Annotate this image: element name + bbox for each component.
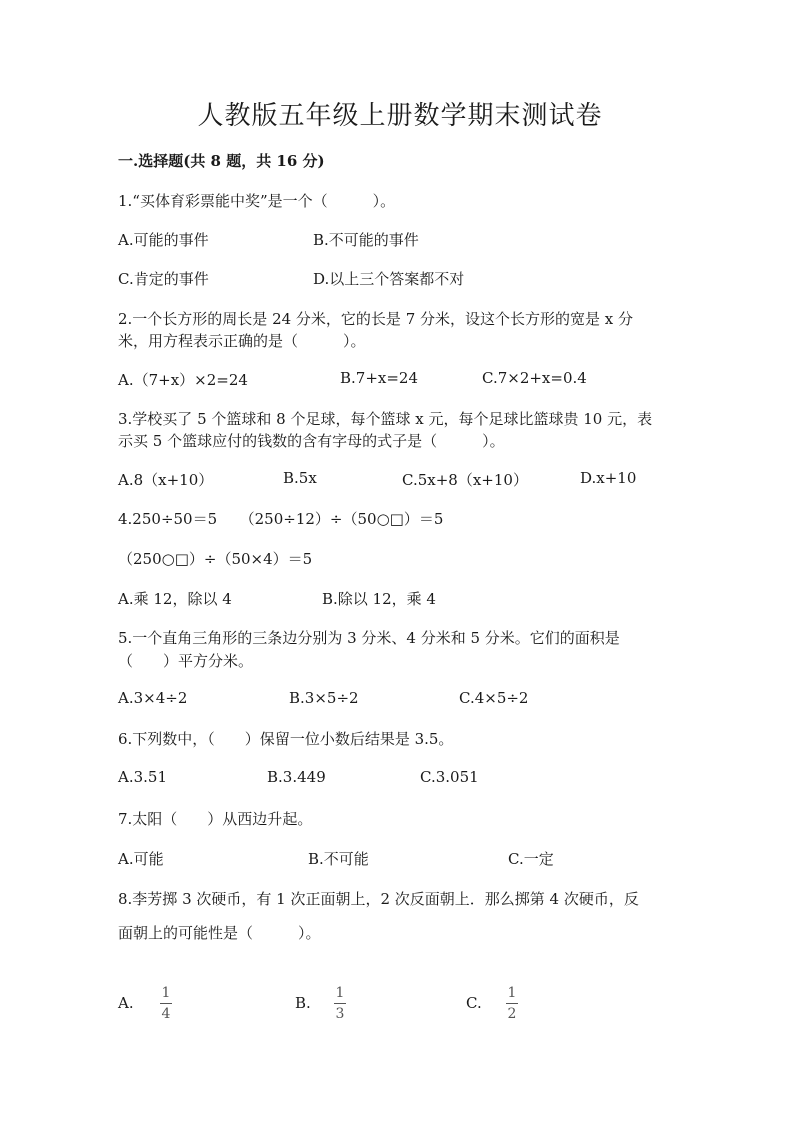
q6-option-c: C.3.051 — [420, 768, 479, 786]
q7-option-c: C.一定 — [508, 850, 554, 868]
q8-option-b-fraction — [334, 986, 346, 1021]
q2-option-c: C.7×2+x=0.4 — [482, 369, 587, 387]
q4-option-b: B.除以 12，乘 4 — [322, 590, 436, 608]
q4-option-a: A.乘 12，除以 4 — [118, 590, 232, 608]
fraction-bar — [506, 1003, 518, 1004]
q8-option-b-label: B. — [295, 994, 311, 1012]
question-8-text-line2: 面朝上的可能性是（ ）。 — [118, 924, 321, 942]
question-2-text-line1: 2.一个长方形的周长是 24 分米，它的长是 7 分米，设这个长方形的宽是 x 分 — [118, 310, 634, 328]
q8-option-c-label: C. — [466, 994, 482, 1012]
q5-option-c: C.4×5÷2 — [459, 689, 529, 707]
question-4-text-line1: 4.250÷50＝5 （250÷12）÷（50○□）＝5 — [118, 510, 444, 528]
q7-option-b: B.不可能 — [308, 850, 369, 868]
q8-option-c-fraction — [506, 986, 518, 1021]
question-7-text: 7.太阳（ ）从西边升起。 — [118, 810, 313, 828]
fraction-bar — [160, 1003, 172, 1004]
q3-option-a: A.8（x+10） — [118, 471, 214, 489]
question-3-text-line2: 示买 5 个篮球应付的钱数的含有字母的式子是（ ）。 — [118, 432, 505, 450]
fraction-denominator: 3 — [335, 1006, 345, 1022]
page-title: 人教版五年级上册数学期末测试卷 — [197, 101, 603, 131]
fraction-bar — [334, 1003, 346, 1004]
section-heading: 一.选择题(共 8 题，共 16 分) — [118, 152, 325, 170]
question-8-text-line1: 8.李芳掷 3 次硬币，有 1 次正面朝上，2 次反面朝上．那么掷第 4 次硬币，反 — [118, 890, 639, 908]
question-1-text: 1.“买体育彩票能中奖”是一个（ ）。 — [118, 192, 396, 210]
question-5-text-line1: 5.一个直角三角形的三条边分别为 3 分米、4 分米和 5 分米。它们的面积是 — [118, 629, 620, 647]
fraction-numerator: 1 — [507, 985, 517, 1001]
question-2-text-line2: 米，用方程表示正确的是（ ）。 — [118, 332, 366, 350]
question-6-text: 6.下列数中，（ ）保留一位小数后结果是 3.5。 — [118, 730, 454, 748]
q1-option-c: C.肯定的事件 — [118, 270, 209, 288]
q2-option-a: A.（7+x）×2=24 — [118, 371, 248, 389]
fraction-denominator: 4 — [161, 1006, 171, 1022]
fraction-denominator: 2 — [507, 1006, 517, 1022]
q3-option-c: C.5x+8（x+10） — [402, 471, 528, 489]
q1-option-a: A.可能的事件 — [118, 231, 209, 249]
q6-option-b: B.3.449 — [267, 768, 326, 786]
q8-option-a-fraction — [160, 986, 172, 1021]
q1-option-b: B.不可能的事件 — [313, 231, 419, 249]
q1-option-d: D.以上三个答案都不对 — [313, 270, 465, 288]
q5-option-a: A.3×4÷2 — [118, 689, 188, 707]
question-4-text-line2: （250○□）÷（50×4）＝5 — [118, 550, 313, 568]
q2-option-b: B.7+x=24 — [340, 369, 419, 387]
question-5-text-line2: （ ）平方分米。 — [118, 652, 254, 670]
q3-option-b: B.5x — [283, 469, 317, 487]
q6-option-a: A.3.51 — [118, 768, 167, 786]
question-3-text-line1: 3.学校买了 5 个篮球和 8 个足球，每个篮球 x 元，每个足球比篮球贵 10 元，表 — [118, 410, 653, 428]
fraction-numerator: 1 — [335, 985, 345, 1001]
q7-option-a: A.可能 — [118, 850, 164, 868]
q5-option-b: B.3×5÷2 — [289, 689, 359, 707]
q3-option-d: D.x+10 — [580, 469, 637, 487]
fraction-numerator: 1 — [161, 985, 171, 1001]
q8-option-a-label: A. — [118, 994, 134, 1012]
